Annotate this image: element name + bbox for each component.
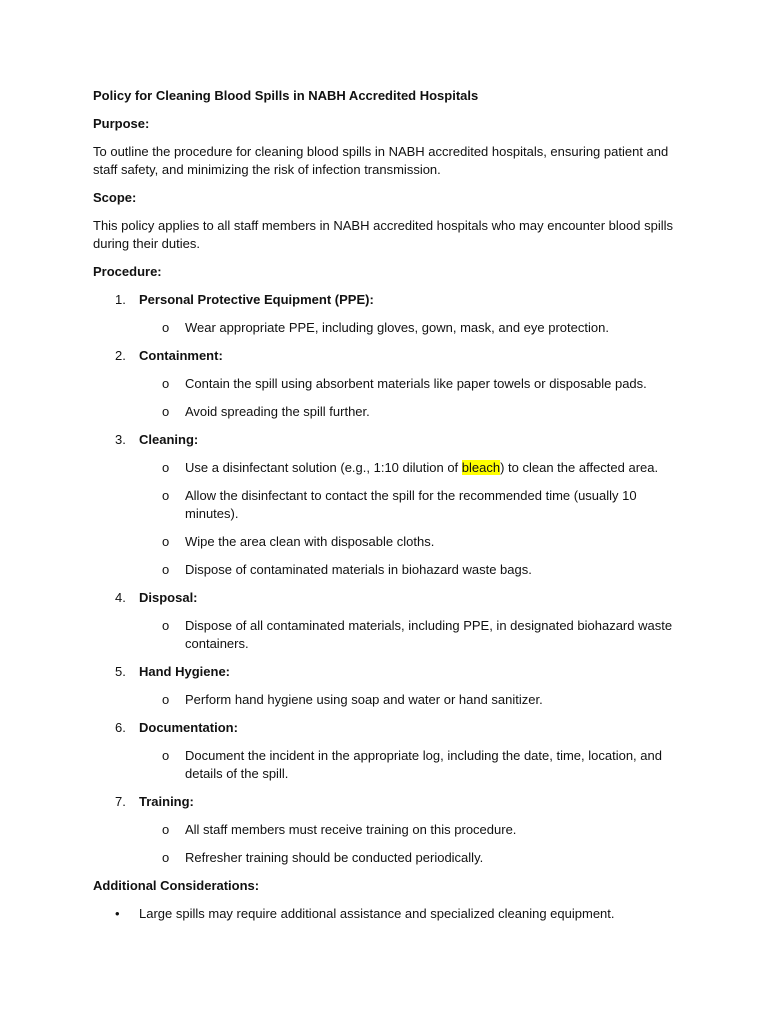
list-item xyxy=(93,487,678,523)
step-heading xyxy=(93,291,678,309)
step-heading xyxy=(93,431,678,449)
step-items xyxy=(93,375,678,421)
list-item-text: Dispose of all contaminated materials, including PPE, in designated biohazard waste containers. xyxy=(185,618,673,651)
step-number: 1. xyxy=(115,292,126,307)
sub-bullet-marker: o xyxy=(162,460,170,475)
sub-bullet-marker: o xyxy=(162,748,170,763)
step-title: Training: xyxy=(139,794,194,809)
step-items xyxy=(93,319,678,337)
list-item-text: Document the incident in the appropriate log, including the date, time, location, and details of the spill. xyxy=(185,748,662,781)
procedure-step xyxy=(93,347,678,421)
procedure-step xyxy=(93,719,678,783)
procedure-step xyxy=(93,793,678,867)
scope-heading: Scope: xyxy=(93,190,137,205)
list-item-text: Contain the spill using absorbent materials like paper towels or disposable pads. xyxy=(185,376,647,391)
step-number: 7. xyxy=(115,794,126,809)
list-item-text xyxy=(185,460,658,475)
procedure-step xyxy=(93,589,678,653)
step-items xyxy=(93,617,678,653)
step-title: Cleaning: xyxy=(139,432,199,447)
list-item xyxy=(93,617,678,653)
procedure-step xyxy=(93,663,678,709)
step-heading xyxy=(93,663,678,681)
list-item-text: Large spills may require additional assistance and specialized cleaning equipment. xyxy=(139,906,615,921)
list-item xyxy=(93,849,678,867)
document-title: Policy for Cleaning Blood Spills in NABH Accredited Hospitals xyxy=(93,88,479,103)
additional-considerations-heading: Additional Considerations: xyxy=(93,878,260,893)
step-items xyxy=(93,691,678,709)
procedure-step xyxy=(93,431,678,579)
procedure-heading: Procedure: xyxy=(93,264,162,279)
list-item xyxy=(93,691,678,709)
list-item xyxy=(93,905,678,923)
sub-bullet-marker: o xyxy=(162,404,170,419)
list-item xyxy=(93,403,678,421)
list-item-text: Wipe the area clean with disposable cloths. xyxy=(185,534,435,549)
sub-bullet-marker: o xyxy=(162,376,170,391)
step-number: 4. xyxy=(115,590,126,605)
list-item-text: Dispose of contaminated materials in biohazard waste bags. xyxy=(185,562,532,577)
list-item-text: Wear appropriate PPE, including gloves, gown, mask, and eye protection. xyxy=(185,320,609,335)
sub-bullet-marker: o xyxy=(162,488,170,503)
step-title: Documentation: xyxy=(139,720,238,735)
list-item xyxy=(93,319,678,337)
document-page xyxy=(93,87,678,933)
step-title: Hand Hygiene: xyxy=(139,664,231,679)
list-item-text: Perform hand hygiene using soap and water or hand sanitizer. xyxy=(185,692,543,707)
step-heading xyxy=(93,589,678,607)
sub-bullet-marker: o xyxy=(162,618,170,633)
sub-bullet-marker: o xyxy=(162,850,170,865)
step-number: 6. xyxy=(115,720,126,735)
scope-text: This policy applies to all staff members in NABH accredited hospitals who may encounter blood spills during their duties. xyxy=(93,218,673,251)
step-title: Personal Protective Equipment (PPE): xyxy=(139,292,374,307)
sub-bullet-marker: o xyxy=(162,822,170,837)
step-heading xyxy=(93,347,678,365)
list-item-text-suffix: ) to clean the affected area. xyxy=(500,460,659,475)
step-title: Containment: xyxy=(139,348,223,363)
sub-bullet-marker: o xyxy=(162,562,170,577)
list-item xyxy=(93,561,678,579)
step-heading xyxy=(93,719,678,737)
sub-bullet-marker: o xyxy=(162,534,170,549)
step-heading xyxy=(93,793,678,811)
sub-bullet-marker: o xyxy=(162,320,170,335)
procedure-steps xyxy=(93,291,678,867)
list-item-text: Allow the disinfectant to contact the spill for the recommended time (usually 10 minutes). xyxy=(185,488,637,521)
list-item-text: Refresher training should be conducted periodically. xyxy=(185,850,484,865)
procedure-step xyxy=(93,291,678,337)
sub-bullet-marker: o xyxy=(162,692,170,707)
list-item xyxy=(93,375,678,393)
purpose-text: To outline the procedure for cleaning blood spills in NABH accredited hospitals, ensuring patient and staff safety, and minimizing the risk of infection transmission. xyxy=(93,144,669,177)
step-items xyxy=(93,459,678,579)
step-number: 2. xyxy=(115,348,126,363)
purpose-heading: Purpose: xyxy=(93,116,150,131)
additional-considerations-list xyxy=(93,905,678,923)
bullet-marker: • xyxy=(115,906,120,921)
highlighted-word: bleach xyxy=(461,460,501,475)
list-item xyxy=(93,821,678,839)
list-item xyxy=(93,533,678,551)
list-item-text-prefix: Use a disinfectant solution (e.g., 1:10 dilution of xyxy=(185,460,462,475)
list-item xyxy=(93,747,678,783)
step-number: 3. xyxy=(115,432,126,447)
list-item-text: All staff members must receive training on this procedure. xyxy=(185,822,517,837)
step-title: Disposal: xyxy=(139,590,198,605)
step-items xyxy=(93,821,678,867)
list-item-text: Avoid spreading the spill further. xyxy=(185,404,370,419)
list-item xyxy=(93,459,678,477)
step-number: 5. xyxy=(115,664,126,679)
step-items xyxy=(93,747,678,783)
